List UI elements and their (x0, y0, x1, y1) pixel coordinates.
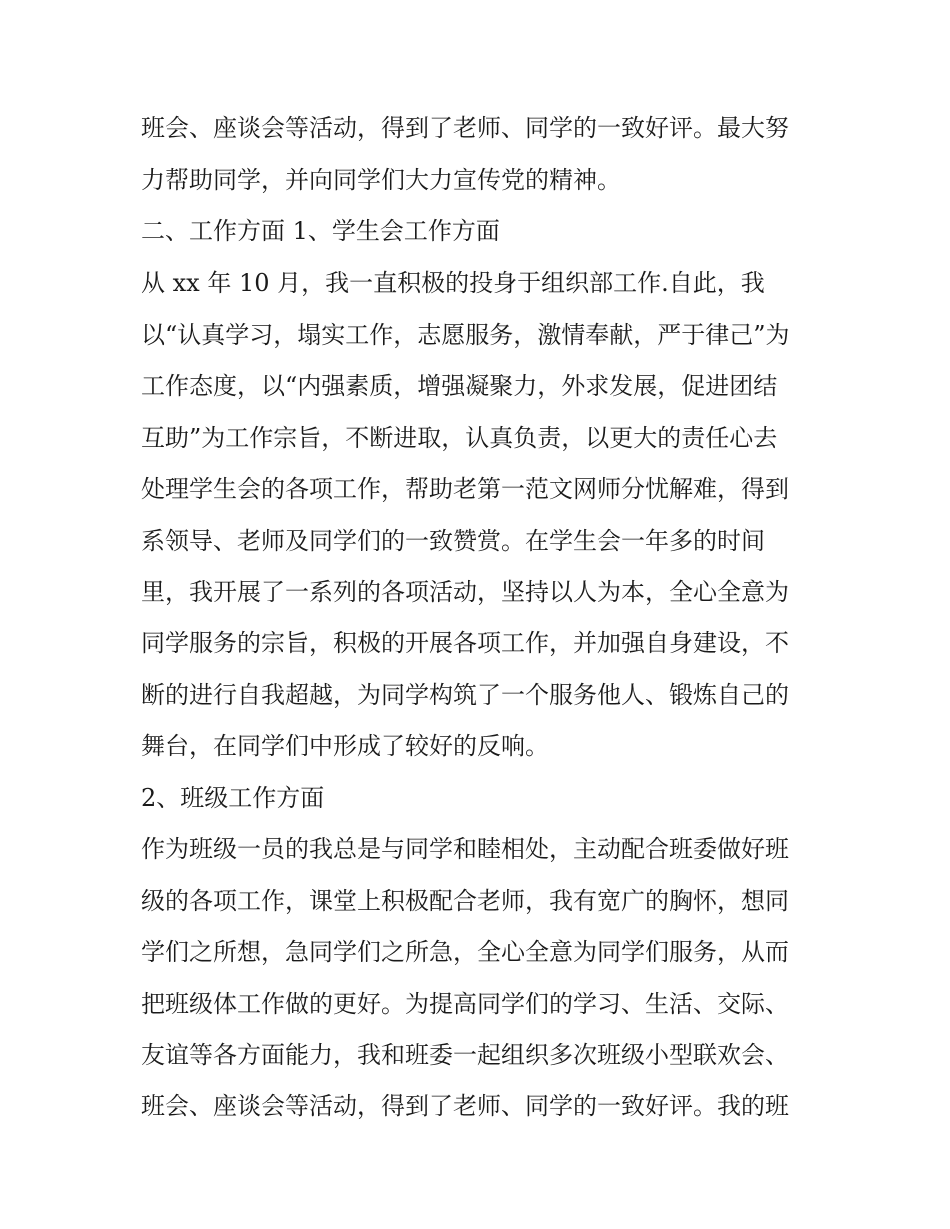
paragraph-line: 处理学生会的各项工作，帮助老第一范文网师分忧解难，得到 (141, 475, 789, 503)
paragraph-line: 互助”为工作宗旨，不断进取，认真负责，以更大的责任心去 (141, 424, 778, 452)
paragraph-line: 友谊等各方面能力，我和班委一起组织多次班级小型联欢会、 (141, 1041, 789, 1069)
paragraph-line: 作为班级一员的我总是与同学和睦相处，主动配合班委做好班 (141, 835, 789, 863)
paragraph-line: 以“认真学习，塌实工作，志愿服务，激情奉献，严于律己”为 (141, 321, 790, 349)
paragraph-line: 系领导、老师及同学们的一致赞赏。在学生会一年多的时间 (141, 527, 765, 555)
paragraph-line: 把班级体工作做的更好。为提高同学们的学习、生活、交际、 (141, 990, 789, 1018)
section-heading: 2、班级工作方面 (141, 784, 325, 812)
paragraph-line: 断的进行自我超越，为同学构筑了一个服务他人、锻炼自己的 (141, 681, 789, 709)
paragraph-line: 工作态度，以“内强素质，增强凝聚力，外求发展，促进团结 (141, 372, 778, 400)
paragraph-line: 班会、座谈会等活动，得到了老师、同学的一致好评。最大努 (141, 114, 789, 142)
paragraph-line: 同学服务的宗旨，积极的开展各项工作，并加强自身建设，不 (141, 629, 789, 657)
paragraph-line: 级的各项工作，课堂上积极配合老师，我有宽广的胸怀，想同 (141, 887, 789, 915)
paragraph-line: 从 xx 年 10 月，我一直积极的投身于组织部工作.自此，我 (141, 269, 765, 297)
paragraph-line: 舞台，在同学们中形成了较好的反响。 (141, 732, 549, 760)
paragraph-line: 学们之所想，急同学们之所急，全心全意为同学们服务，从而 (141, 938, 789, 966)
paragraph-line: 班会、座谈会等活动，得到了老师、同学的一致好评。我的班 (141, 1092, 789, 1120)
paragraph-line: 力帮助同学，并向同学们大力宣传党的精神。 (141, 166, 621, 194)
section-heading: 二、工作方面 1、学生会工作方面 (141, 217, 500, 245)
paragraph-line: 里，我开展了一系列的各项活动，坚持以人为本，全心全意为 (141, 578, 789, 606)
